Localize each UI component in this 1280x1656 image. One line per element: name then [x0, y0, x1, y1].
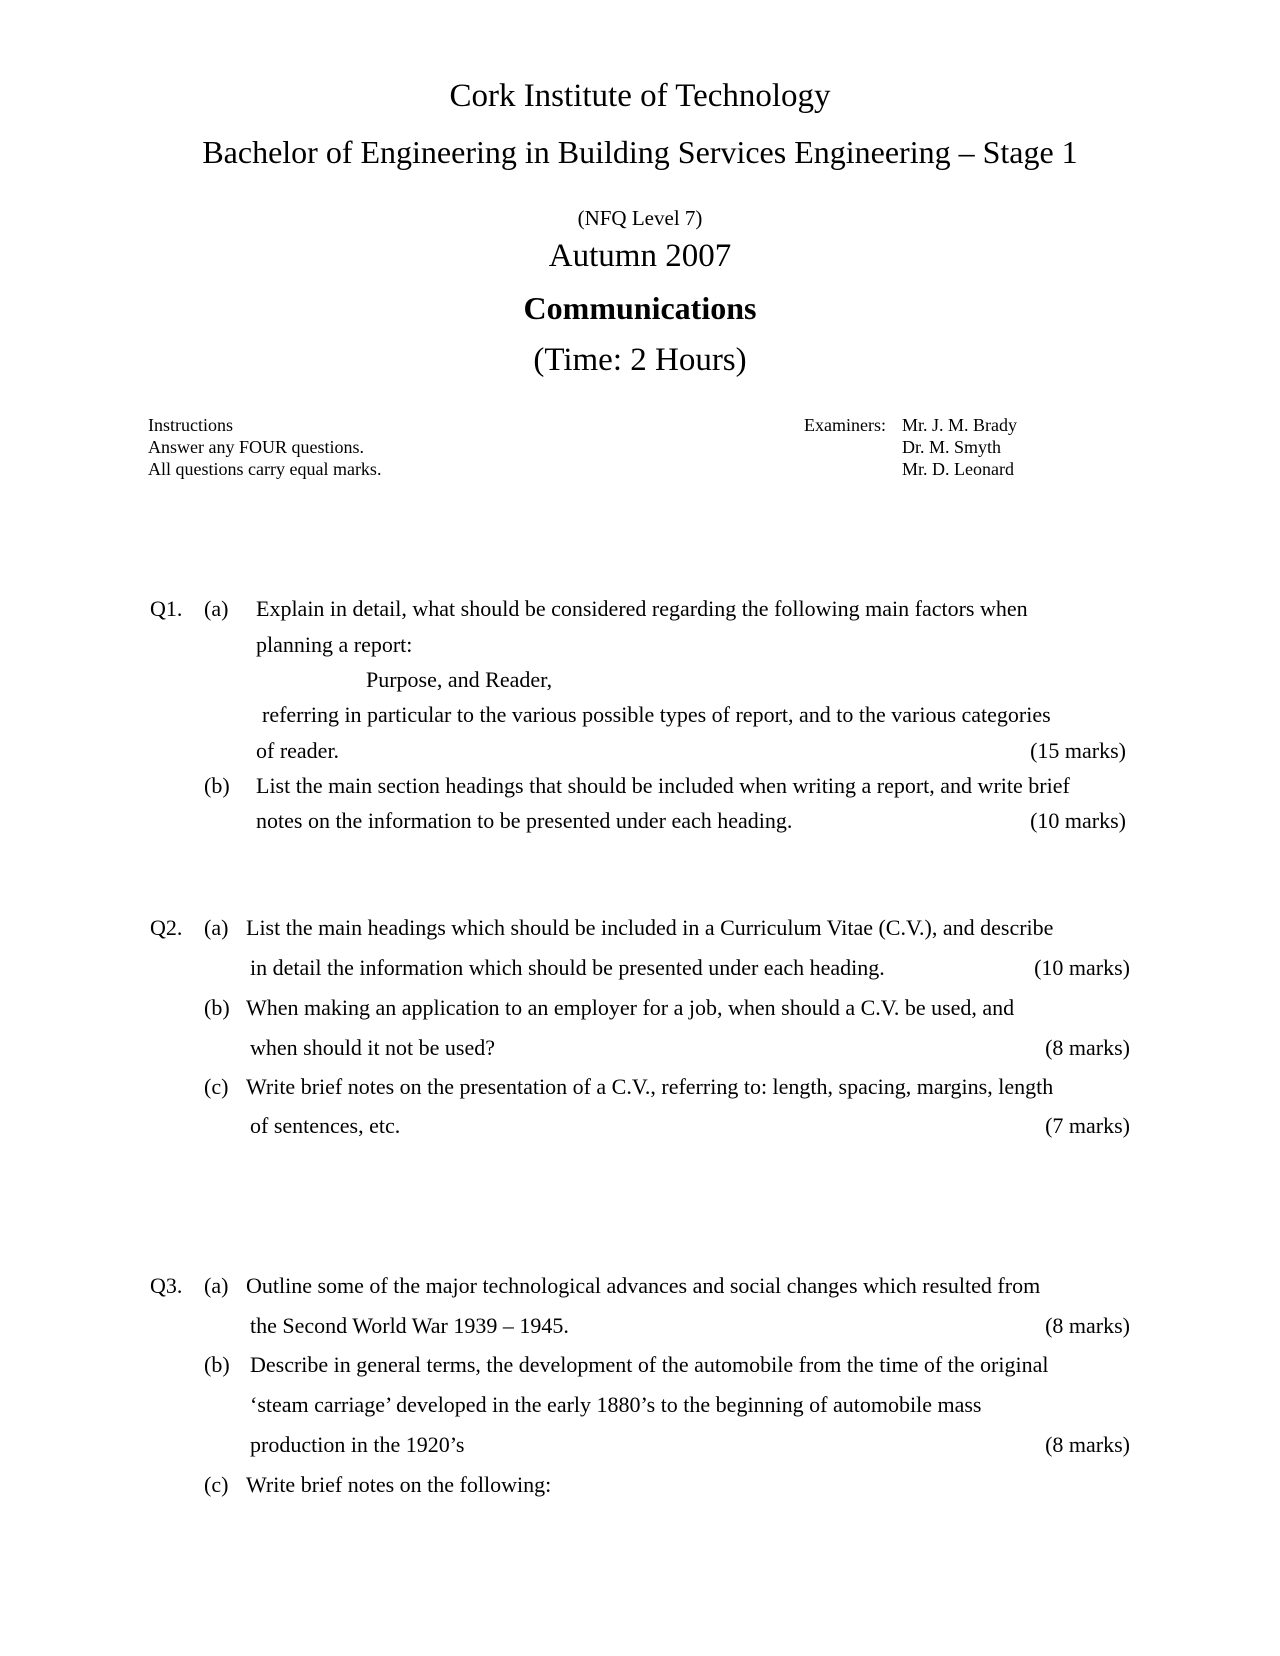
marks: (10 marks): [1034, 955, 1130, 980]
question-text-line: notes on the information to be presented under each heading.: [256, 808, 793, 833]
instructions-block: [148, 414, 381, 480]
instructions-heading: Instructions: [148, 415, 233, 435]
instruction-line: Answer any FOUR questions.: [148, 437, 364, 457]
part-label: (b): [204, 773, 230, 798]
nfq-level: (NFQ Level 7): [577, 206, 703, 230]
question-number: Q1.: [150, 596, 183, 621]
question-text-line: Explain in detail, what should be considered regarding the following main factors when: [256, 596, 1028, 621]
question-text-line: Describe in general terms, the development of the automobile from the time of the original: [250, 1352, 1049, 1377]
question-text-line: ‘steam carriage’ developed in the early 1880’s to the beginning of automobile mass: [250, 1392, 982, 1417]
marks: (8 marks): [1045, 1432, 1130, 1457]
examiner-name: Mr. D. Leonard: [902, 459, 1014, 479]
question-text-line: when should it not be used?: [250, 1035, 496, 1060]
institution-name: Cork Institute of Technology: [449, 78, 831, 114]
question-text-line: referring in particular to the various possible types of report, and to the various categories: [262, 702, 1051, 727]
part-label: (c): [204, 1472, 229, 1497]
question-text-line: When making an application to an employer for a job, when should a C.V. be used, and: [246, 995, 1015, 1020]
marks: (8 marks): [1045, 1313, 1130, 1338]
part-label: (c): [204, 1074, 229, 1099]
marks: (8 marks): [1045, 1035, 1130, 1060]
examiners-names: [902, 414, 1017, 480]
exam-duration: (Time: 2 Hours): [533, 342, 747, 378]
instruction-line: All questions carry equal marks.: [148, 459, 382, 479]
part-label: (a): [204, 1273, 229, 1298]
question-text-line: planning a report:: [256, 632, 413, 657]
question-text-line: Outline some of the major technological advances and social changes which resulted from: [246, 1273, 1041, 1298]
question-number: Q3.: [150, 1273, 183, 1298]
examiners-label: Examiners:: [804, 415, 886, 435]
marks: (7 marks): [1045, 1113, 1130, 1138]
question-text-line: List the main headings which should be included in a Curriculum Vitae (C.V.), and describe: [246, 915, 1054, 940]
question-text-line: of sentences, etc.: [250, 1113, 401, 1138]
question-text-line: the Second World War 1939 – 1945.: [250, 1313, 569, 1338]
examiner-name: Dr. M. Smyth: [902, 437, 1002, 457]
question-text-line: in detail the information which should be presented under each heading.: [250, 955, 885, 980]
part-label: (b): [204, 995, 230, 1020]
question-text-line: of reader.: [256, 738, 340, 763]
exam-session: Autumn 2007: [548, 238, 732, 274]
question-text-line: List the main section headings that should be included when writing a report, and write brief: [256, 773, 1070, 798]
subject-title: Communications: [523, 290, 757, 326]
marks: (15 marks): [1030, 738, 1126, 763]
part-label: (a): [204, 596, 229, 621]
question-text-line: Write brief notes on the following:: [246, 1472, 552, 1497]
question-text-line: Purpose, and Reader,: [366, 667, 553, 692]
part-label: (b): [204, 1352, 230, 1377]
marks: (10 marks): [1030, 808, 1126, 833]
question-number: Q2.: [150, 915, 183, 940]
programme-title: Bachelor of Engineering in Building Services Engineering – Stage 1: [202, 134, 1078, 170]
examiner-name: Mr. J. M. Brady: [902, 415, 1018, 435]
question-text-line: Write brief notes on the presentation of a C.V., referring to: length, spacing, margins, length: [246, 1074, 1054, 1099]
question-text-line: production in the 1920’s: [250, 1432, 465, 1457]
part-label: (a): [204, 915, 229, 940]
